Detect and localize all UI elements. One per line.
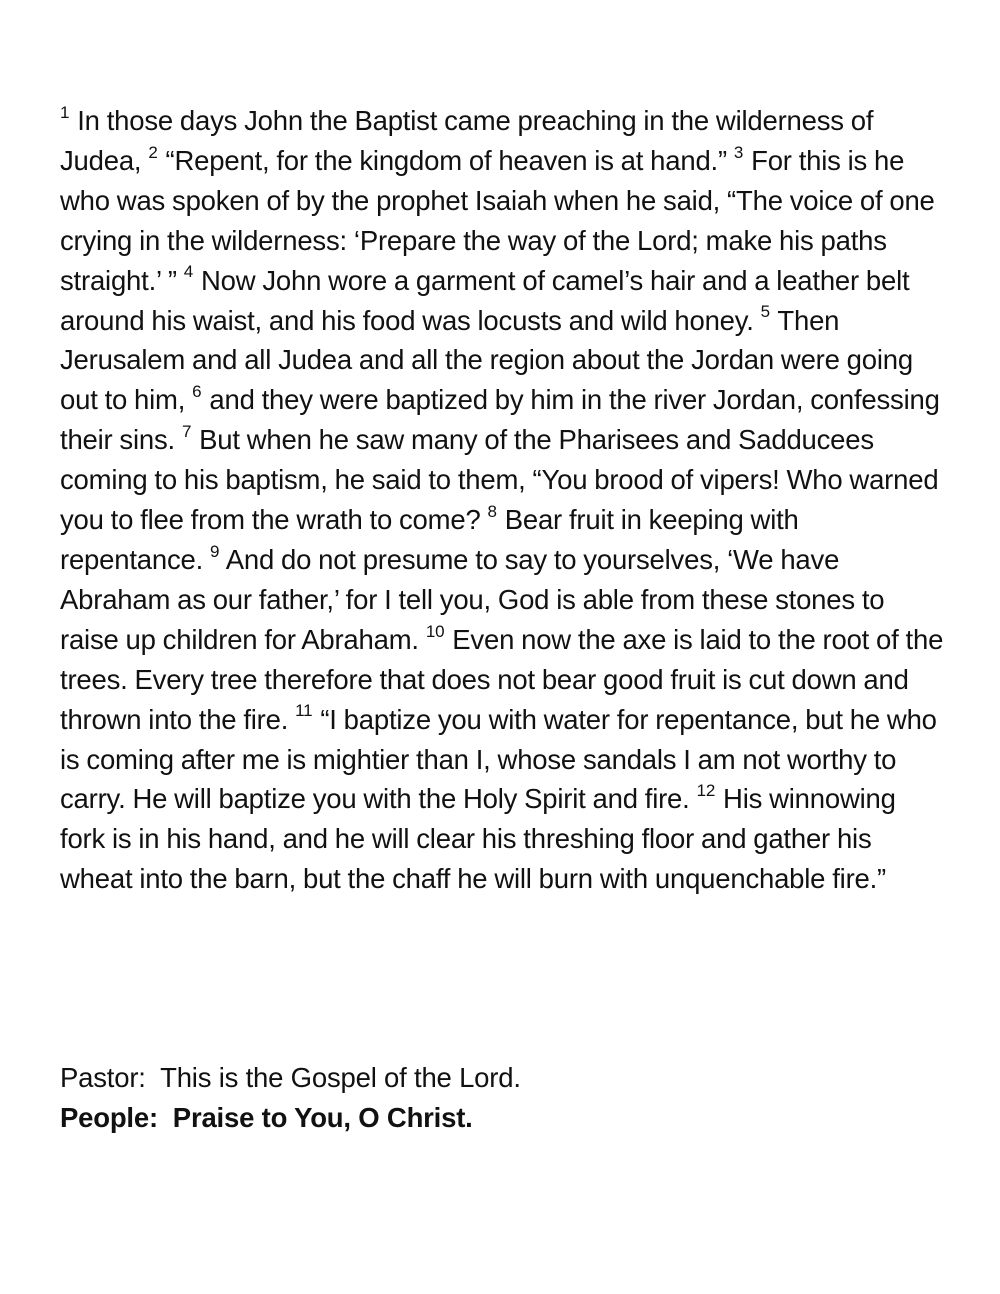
verse-number: 7 [181,422,192,442]
verse-number: 8 [487,501,497,521]
verse-text: For this is he who was spoken of by the prophet Isaiah when he said, “The voice of one crying in the wilderness: ‘Prepare the way of the Lord; make his paths straight.’ ” [60,144,935,296]
pastor-line: Pastor: This is the Gospel of the Lord. [60,1062,521,1093]
verse-number: 3 [733,142,744,162]
verse-text: His winnowing fork is in his hand, and he will clear his threshing floor and gather his wheat into the barn, but the chaff he will burn with unquenchable fire.” [60,783,896,895]
verse-number: 5 [760,302,770,322]
verse-number: 6 [192,382,202,402]
people-line: People: Praise to You, O Christ. [60,1102,473,1133]
verse-number: 1 [60,102,70,122]
verse-text: and they were baptized by him in the river Jordan, confessing their sins. [60,384,940,456]
verse-text: Now John wore a garment of camel’s hair and a leather belt around his waist, and his food was locusts and wild honey. [60,264,910,336]
verse-number: 10 [425,621,445,641]
verse-number: 9 [210,541,220,561]
verse-text: Bear fruit in keeping with repentance. [60,504,799,575]
verse-text: “Repent, for the kingdom of heaven is at hand.” [165,144,727,176]
verse-number: 12 [696,781,716,801]
verse-text: But when he saw many of the Pharisees and Sadducees coming to his baptism, he said to them, “You brood of vipers! Who warned you to flee from the wrath to come? [60,424,939,536]
verse-number: 4 [183,262,194,282]
verse-number: 2 [148,142,158,162]
verse-text: “I baptize you with water for repentance, but he who is coming after me is mightier than I, whose sandals I am not worthy to carry. He will baptize you with the Holy Spirit and fire. [60,703,937,815]
verse-number: 11 [295,701,313,721]
verse-text: Then Jerusalem and all Judea and all the region about the Jordan were going out to him, [60,304,913,416]
verse-2 [148,142,727,176]
liturgical-response [60,1058,945,1138]
scripture-passage [60,101,945,899]
verse-text: And do not presume to say to yourselves, ‘We have Abraham as our father,’ for I tell you, God is able from these stones to raise up children for Abraham. [60,543,885,655]
verse-text: Even now the axe is laid to the root of the trees. Every tree therefore that does not bear good fruit is cut down and thrown into the fire. [60,623,944,735]
verse-text: In those days John the Baptist came preaching in the wilderness of Judea, [60,105,874,176]
